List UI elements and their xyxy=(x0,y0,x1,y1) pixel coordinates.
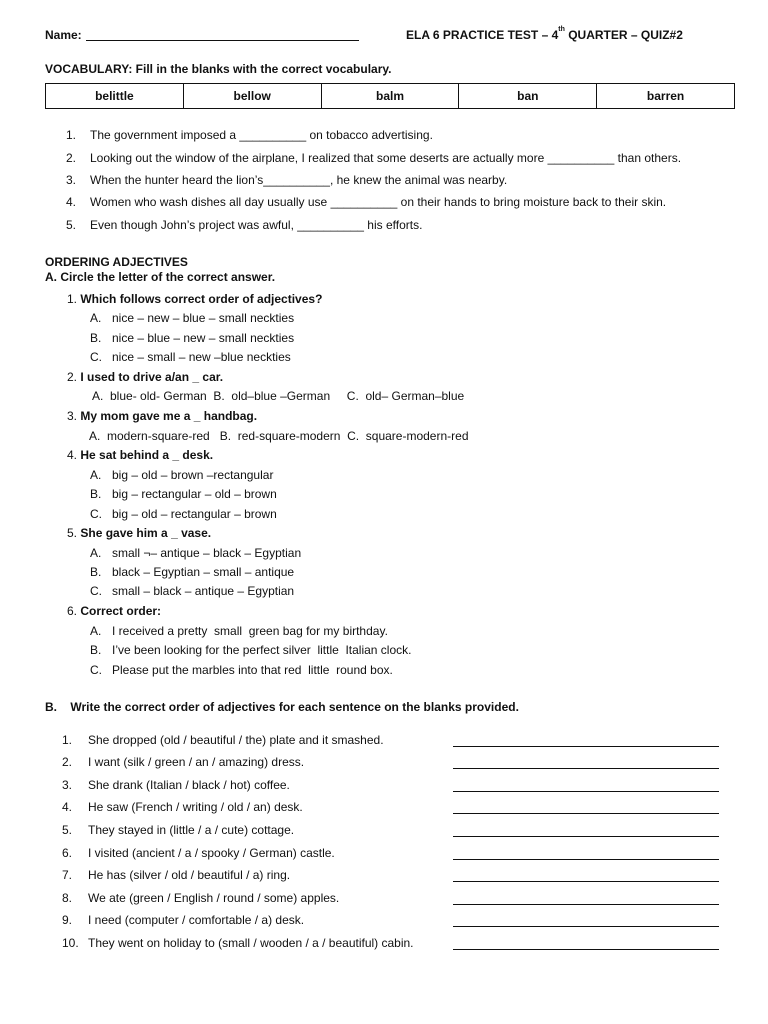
answer-blank[interactable] xyxy=(453,791,719,792)
part-b-instruction: B. Write the correct order of adjectives for each sentence on the blanks provided. xyxy=(45,700,519,714)
question-number: 4. xyxy=(67,448,78,462)
answer-blank[interactable] xyxy=(453,746,719,747)
item-text: She drank (Italian / black / hot) coffee. xyxy=(88,778,290,792)
question-number: 2. xyxy=(67,370,78,384)
item-number: 7. xyxy=(62,868,73,882)
option-letter: A. xyxy=(90,546,102,560)
item-number: 9. xyxy=(62,913,73,927)
answer-blank[interactable] xyxy=(453,813,719,814)
answer-blank[interactable] xyxy=(453,949,719,950)
part-b-item xyxy=(62,868,290,882)
item-number: 3. xyxy=(66,173,77,187)
answer-option[interactable] xyxy=(90,624,388,638)
vocab-item xyxy=(66,128,433,142)
part-a-instruction: A. Circle the letter of the correct answer. xyxy=(45,270,276,284)
word-bank-cell: balm xyxy=(321,84,459,109)
answer-option[interactable] xyxy=(90,468,273,482)
question-number: 6. xyxy=(67,604,78,618)
option-letter: B. xyxy=(90,331,102,345)
option-text: nice – small – new –blue neckties xyxy=(112,350,291,364)
part-b-item xyxy=(62,891,339,905)
question-number: 3. xyxy=(67,409,78,423)
item-text: Even though John’s project was awful, __________ his efforts. xyxy=(90,218,423,232)
part-b-item xyxy=(62,778,290,792)
answer-option[interactable] xyxy=(90,546,301,560)
vocab-item xyxy=(66,173,507,187)
answer-option[interactable] xyxy=(90,331,294,345)
answer-option[interactable] xyxy=(90,663,393,677)
item-number: 5. xyxy=(66,218,77,232)
option-text: I’ve been looking for the perfect silver little Italian clock. xyxy=(112,643,412,657)
option-text: big – old – rectangular – brown xyxy=(112,507,277,521)
item-text: I need (computer / comfortable / a) desk. xyxy=(88,913,305,927)
question-4 xyxy=(67,448,213,462)
question-3 xyxy=(67,409,257,423)
question-6 xyxy=(67,604,161,618)
item-number: 4. xyxy=(66,195,77,209)
item-text: Women who wash dishes all day usually use __________ on their hands to bring moisture back to their skin. xyxy=(90,195,667,209)
answer-blank[interactable] xyxy=(453,859,719,860)
question-number: 5. xyxy=(67,526,78,540)
option-letter: B. xyxy=(90,487,102,501)
item-text: When the hunter heard the lion’s__________, he knew the animal was nearby. xyxy=(90,173,508,187)
option-text: Please put the marbles into that red little round box. xyxy=(112,663,393,677)
option-text: big – rectangular – old – brown xyxy=(112,487,277,501)
item-text: He has (silver / old / beautiful / a) ring. xyxy=(88,868,291,882)
part-b-item xyxy=(62,913,304,927)
answer-option[interactable] xyxy=(90,487,277,501)
item-text: He saw (French / writing / old / an) desk. xyxy=(88,800,303,814)
item-number: 4. xyxy=(62,800,73,814)
item-text: I want (silk / green / an / amazing) dress. xyxy=(88,755,305,769)
part-b-item xyxy=(62,846,335,860)
option-letter: B. xyxy=(90,643,102,657)
option-letter: C. xyxy=(90,507,102,521)
vocab-item xyxy=(66,218,422,232)
option-text: nice – new – blue – small neckties xyxy=(112,311,295,325)
ordering-heading: ORDERING ADJECTIVES xyxy=(45,255,188,269)
answer-blank[interactable] xyxy=(453,926,719,927)
item-number: 2. xyxy=(62,755,73,769)
vocabulary-word-bank xyxy=(45,83,735,109)
option-text: big – old – brown –rectangular xyxy=(112,468,274,482)
item-text: They went on holiday to (small / wooden / a / beautiful) cabin. xyxy=(88,936,414,950)
option-text: black – Egyptian – small – antique xyxy=(112,565,295,579)
vocab-item xyxy=(66,151,681,165)
title-text: ELA 6 PRACTICE TEST – 4 xyxy=(406,28,559,42)
vocab-item xyxy=(66,195,666,209)
answer-option[interactable] xyxy=(90,507,277,521)
item-number: 3. xyxy=(62,778,73,792)
question-number: 1. xyxy=(67,292,78,306)
item-text: She dropped (old / beautiful / the) plate and it smashed. xyxy=(88,733,384,747)
question-stem: Correct order: xyxy=(80,604,162,618)
option-letter: C. xyxy=(90,663,102,677)
question-stem: My mom gave me a _ handbag. xyxy=(80,409,258,423)
option-letter: B. xyxy=(90,565,102,579)
option-letter: C. xyxy=(90,350,102,364)
part-b-item xyxy=(62,800,303,814)
word-bank-cell: bellow xyxy=(183,84,321,109)
question-stem: Which follows correct order of adjectives? xyxy=(80,292,323,306)
part-b-item xyxy=(62,823,294,837)
option-text: I received a pretty small green bag for my birthday. xyxy=(112,624,388,638)
question-1 xyxy=(67,292,322,306)
answer-option[interactable] xyxy=(90,350,291,364)
option-letter: C. xyxy=(90,584,102,598)
item-number: 2. xyxy=(66,151,77,165)
answer-options-inline[interactable]: A. modern-square-red B. red-square-modern C. square-modern-red xyxy=(89,429,469,443)
part-b-item xyxy=(62,936,414,950)
question-stem: He sat behind a _ desk. xyxy=(80,448,214,462)
title-text-end: QUARTER – QUIZ#2 xyxy=(564,28,683,42)
test-title xyxy=(406,28,683,42)
part-b-item xyxy=(62,733,384,747)
part-b-item xyxy=(62,755,304,769)
item-number: 8. xyxy=(62,891,73,905)
item-number: 1. xyxy=(62,733,73,747)
question-5 xyxy=(67,526,211,540)
item-text: They stayed in (little / a / cute) cottage. xyxy=(88,823,295,837)
item-text: The government imposed a __________ on tobacco advertising. xyxy=(90,128,433,142)
word-bank-cell: ban xyxy=(459,84,597,109)
option-letter: A. xyxy=(90,624,102,638)
question-stem: She gave him a _ vase. xyxy=(80,526,212,540)
word-bank-cell: belittle xyxy=(46,84,184,109)
answer-option[interactable] xyxy=(90,643,411,657)
item-number: 1. xyxy=(66,128,77,142)
item-text: Looking out the window of the airplane, I realized that some deserts are actually more __________ than others. xyxy=(90,151,682,165)
option-letter: A. xyxy=(90,468,102,482)
item-number: 6. xyxy=(62,846,73,860)
answer-option[interactable] xyxy=(90,584,294,598)
item-text: I visited (ancient / a / spooky / German) castle. xyxy=(88,846,335,860)
word-bank-cell: barren xyxy=(597,84,735,109)
item-number: 5. xyxy=(62,823,73,837)
option-text: nice – blue – new – small neckties xyxy=(112,331,295,345)
option-letter: A. xyxy=(90,311,102,325)
name-blank-line[interactable] xyxy=(86,40,359,41)
item-text: We ate (green / English / round / some) apples. xyxy=(88,891,340,905)
answer-blank[interactable] xyxy=(453,881,719,882)
item-number: 10. xyxy=(62,936,79,950)
option-text: small – black – antique – Egyptian xyxy=(112,584,295,598)
answer-blank[interactable] xyxy=(453,768,719,769)
answer-option[interactable] xyxy=(90,311,294,325)
option-text: small ¬– antique – black – Egyptian xyxy=(112,546,302,560)
question-2 xyxy=(67,370,223,384)
answer-blank[interactable] xyxy=(453,836,719,837)
answer-options-inline[interactable]: A. blue- old- German B. old–blue –German C. old– German–blue xyxy=(92,389,465,403)
title-superscript: th xyxy=(558,26,565,33)
answer-blank[interactable] xyxy=(453,904,719,905)
vocabulary-heading: VOCABULARY: Fill in the blanks with the correct vocabulary. xyxy=(45,62,392,76)
name-label: Name: xyxy=(45,28,82,42)
question-stem: I used to drive a/an _ car. xyxy=(80,370,224,384)
header xyxy=(45,28,728,44)
answer-option[interactable] xyxy=(90,565,294,579)
